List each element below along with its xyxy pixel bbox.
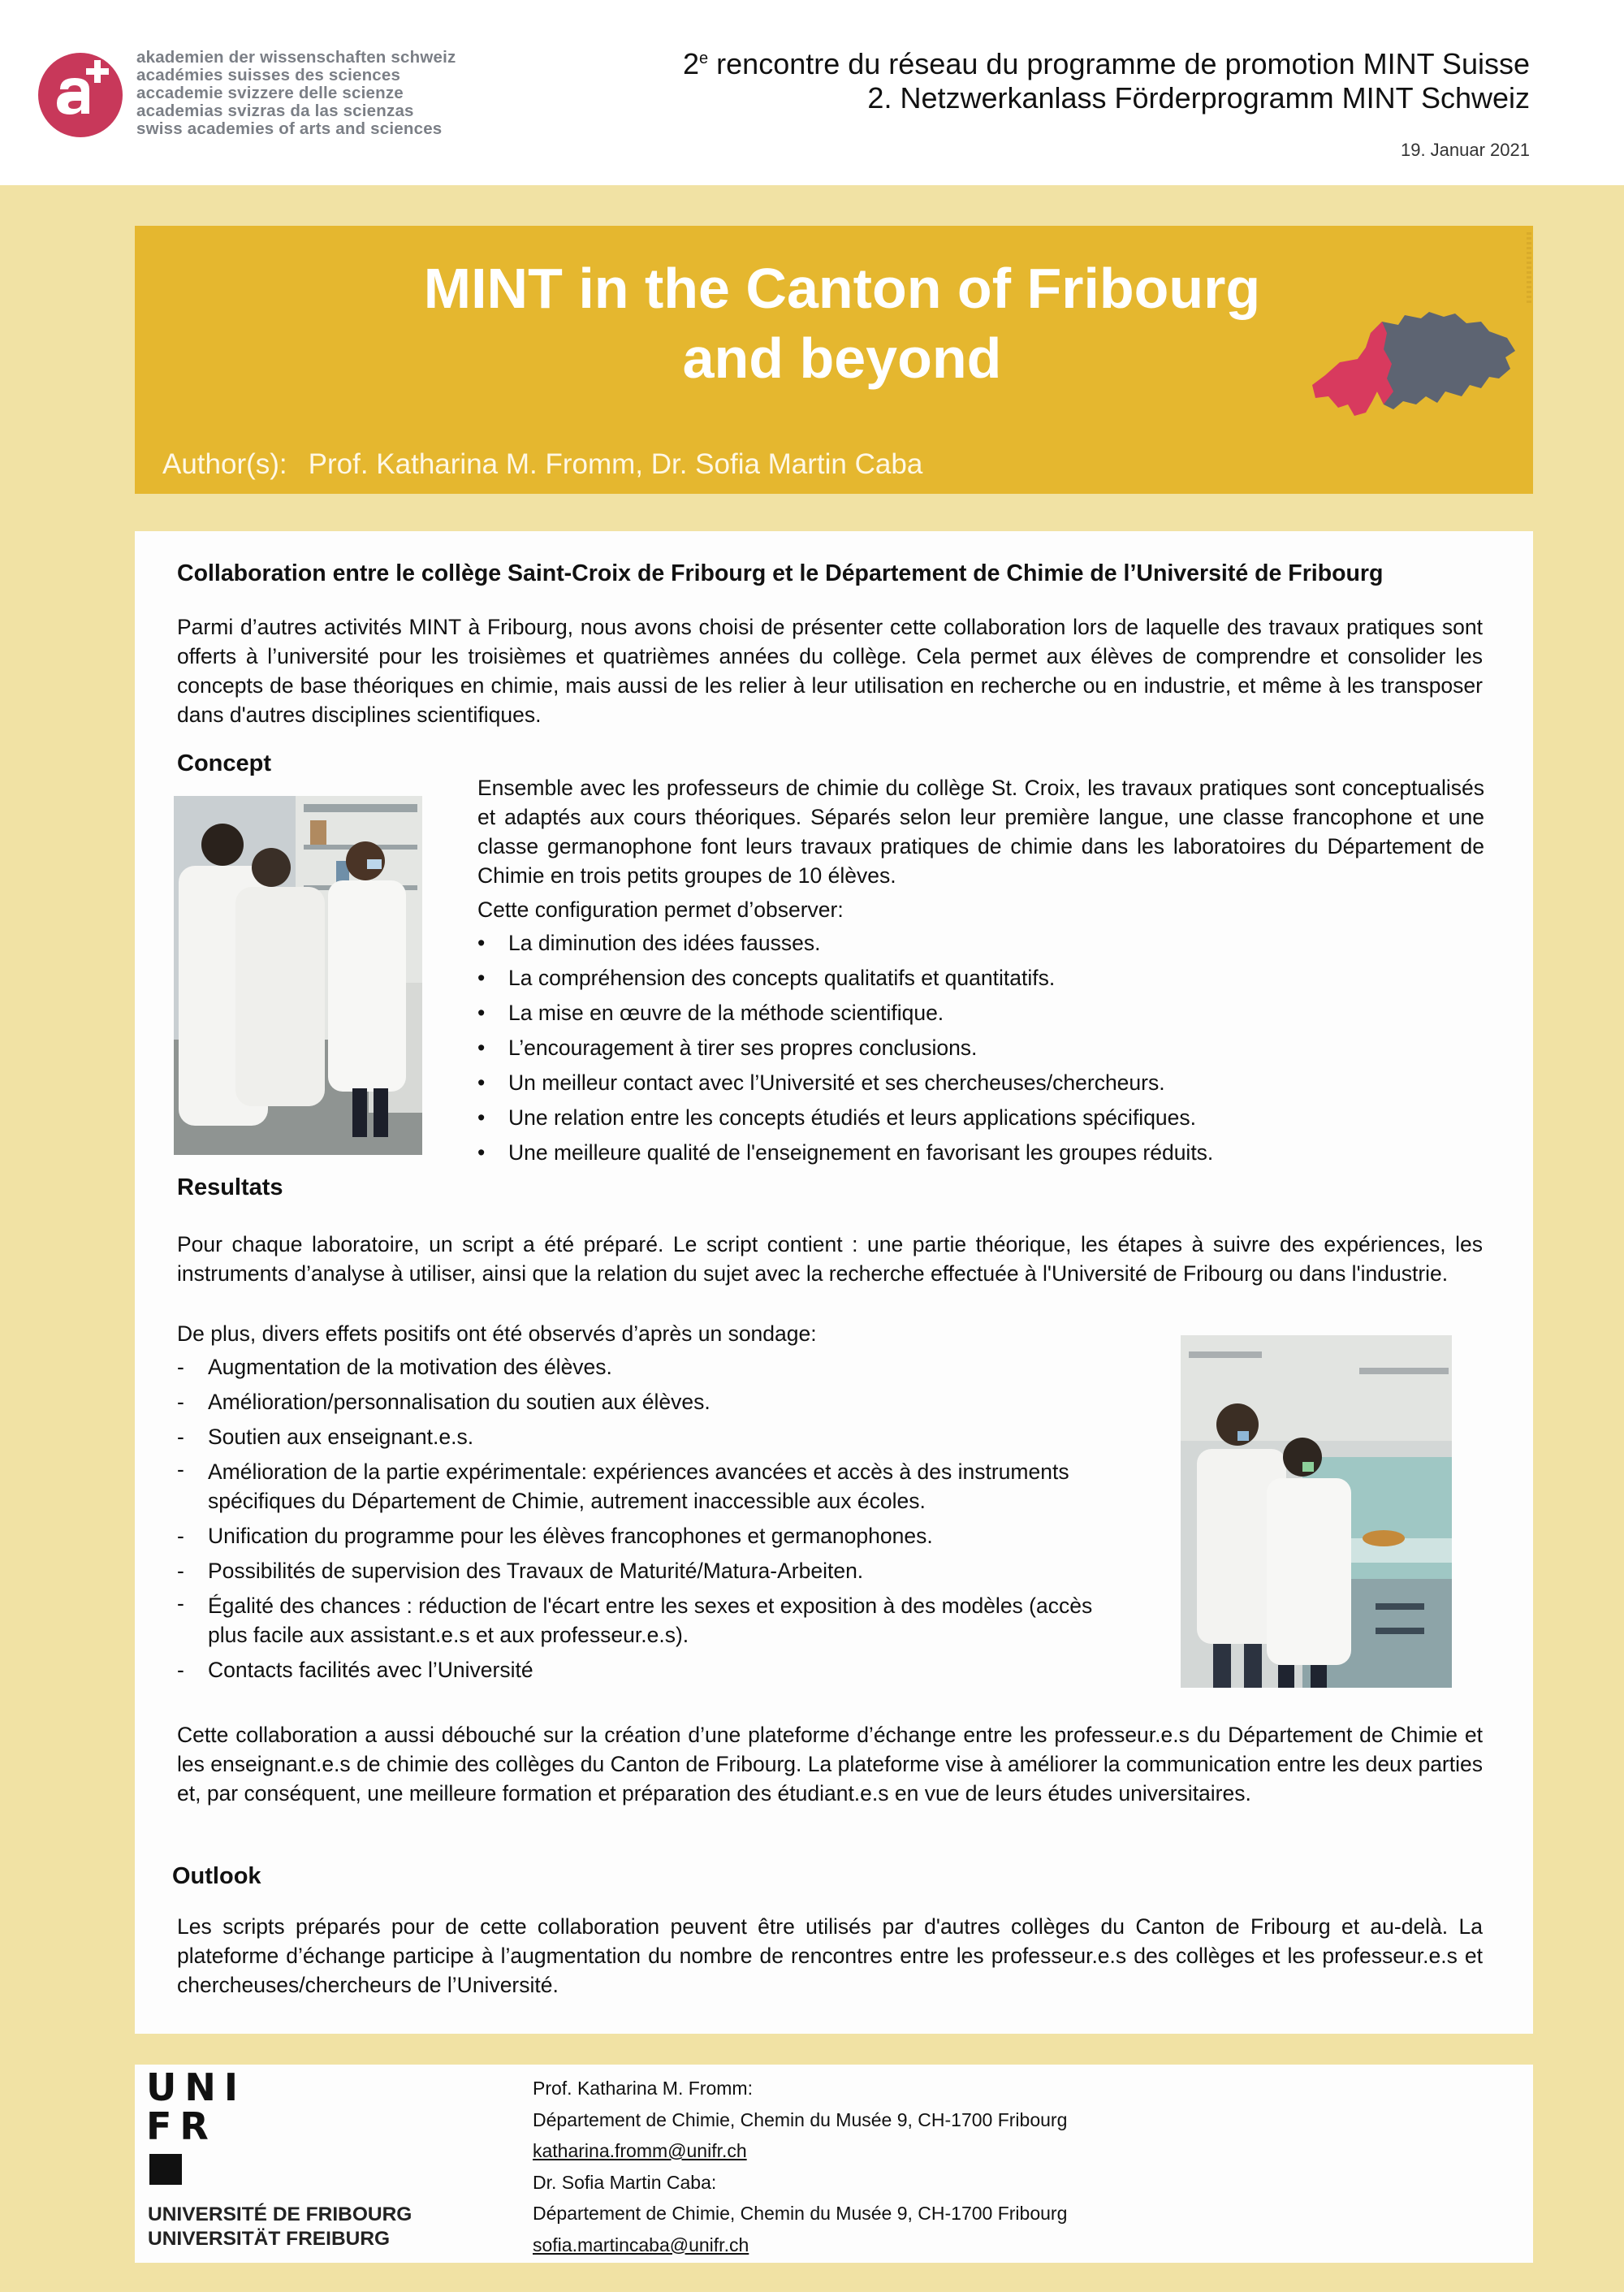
main-content	[135, 531, 1533, 2034]
lab-photo-concept	[174, 796, 422, 1155]
contact-name-2: Dr. Sofia Martin Caba:	[533, 2171, 717, 2193]
poster-title-line2: and beyond	[682, 327, 1002, 390]
list-item: - Amélioration de la partie expérimentale: expériences avancées et accès à des instruments spécifiques du Département de Chimie, autrement inaccessible aux écoles.	[177, 1455, 1111, 1519]
event-title-fr	[683, 47, 1530, 81]
concept-observe-intro: Cette configuration permet d’observer:	[477, 897, 844, 922]
list-item: - Augmentation de la motivation des élèves.	[177, 1350, 1111, 1385]
list-item: • Un meilleur contact avec l’Université et ses chercheuses/chercheurs.	[477, 1066, 1484, 1101]
poster-title-line1: MINT in the Canton of Fribourg	[423, 257, 1261, 320]
university-name-fr: UNIVERSITÉ DE FRIBOURG	[148, 2203, 412, 2225]
academy-name-rm: academias svizras da las scienzas	[136, 102, 414, 120]
academy-name-it: accademie svizzere delle scienze	[136, 84, 404, 102]
event-date: 19. Januar 2021	[1400, 140, 1530, 160]
event-number: 2	[683, 47, 700, 80]
contact-name-1: Prof. Katharina M. Fromm:	[533, 2078, 753, 2099]
list-item: • La compréhension des concepts qualitatifs et quantitatifs.	[477, 961, 1484, 996]
switzerland-map-icon	[1307, 301, 1518, 422]
list-item: - Contacts facilités avec l’Université	[177, 1653, 1111, 1688]
page-footer	[135, 2065, 1533, 2263]
list-item: • Une meilleure qualité de l'enseignement en favorisant les groupes réduits.	[477, 1135, 1484, 1170]
list-item: • Une relation entre les concepts étudiés et leurs applications spécifiques.	[477, 1101, 1484, 1135]
authors-line	[162, 448, 922, 481]
unifr-logo-row2: FR	[146, 2104, 217, 2148]
lab-photo-results	[1181, 1335, 1452, 1688]
results-heading: Resultats	[177, 1174, 283, 1200]
list-item: - Unification du programme pour les élèves francophones et germanophones.	[177, 1519, 1111, 1554]
authors-names: Prof. Katharina M. Fromm, Dr. Sofia Martin Caba	[308, 448, 923, 480]
university-name-de: UNIVERSITÄT FREIBURG	[148, 2228, 391, 2250]
concept-heading: Concept	[177, 750, 271, 776]
academies-logo-icon	[36, 50, 125, 140]
list-item: • L’encouragement à tirer ses propres conclusions.	[477, 1031, 1484, 1066]
contact-block	[533, 2073, 1067, 2260]
page-header	[0, 0, 1624, 185]
results-effects-list	[177, 1350, 1111, 1688]
unifr-logo-row1: UNI	[146, 2065, 246, 2109]
students-in-lab-image	[174, 796, 422, 1155]
outlook-paragraph: Les scripts préparés pour de cette collaboration peuvent être utilisés par d'autres collèges du Canton de Fribourg et au-delà. La plateforme d’échange participe à l’augmentation du nombre de rencontres entre les professeur.e.s des collèges et les professeur.e.s et chercheuses/chercheurs de l’Université.	[177, 1914, 1483, 1997]
event-ordinal: e	[699, 50, 709, 67]
event-title-fr-text: rencontre du réseau du programme de promotion MINT Suisse	[708, 47, 1530, 80]
academy-name-de: akademien der wissenschaften schweiz	[136, 48, 456, 67]
list-item: • La diminution des idées fausses.	[477, 926, 1484, 961]
university-name	[148, 2203, 412, 2251]
contact-email-link-2[interactable]: sofia.martincaba@unifr.ch	[533, 2234, 749, 2255]
unifr-logo	[146, 2065, 246, 2148]
event-title	[683, 47, 1530, 115]
contact-address-2: Département de Chimie, Chemin du Musée 9, CH-1700 Fribourg	[533, 2203, 1068, 2224]
academy-name-en: swiss academies of arts and sciences	[136, 119, 443, 138]
concept-benefits-list	[477, 926, 1484, 1170]
results-survey-intro: De plus, divers effets positifs ont été observés d’après un sondage:	[177, 1321, 817, 1346]
academy-names	[136, 49, 477, 138]
results-paragraph: Pour chaque laboratoire, un script a été préparé. Le script contient : une partie théorique, les étapes à suivre des expériences, les instruments d’analyse à utiliser, ainsi que la relation du sujet avec la recherche effectuée à l'Université de Fribourg ou dans l'industrie.	[177, 1232, 1483, 1286]
outlook-heading: Outlook	[172, 1863, 261, 1889]
list-item: - Amélioration/personnalisation du soutien aux élèves.	[177, 1385, 1111, 1420]
concept-paragraph: Ensemble avec les professeurs de chimie du collège St. Croix, les travaux pratiques sont conceptualisés et adaptés aux cours théoriques. Séparés selon leur première langue, une classe francophone et une classe germanophone font leurs travaux pratiques de chimie dans les laboratoires du Département de Chimie en trois petits groupes de 10 élèves.	[477, 776, 1484, 888]
students-at-fume-hood-image	[1181, 1335, 1452, 1688]
intro-paragraph: Parmi d’autres activités MINT à Fribourg, nous avons choisi de présenter cette collaboration lors de laquelle des travaux pratiques sont offerts à l’université pour les troisièmes et quatrièmes années du collège. Cela permet aux élèves de comprendre et consolider les concepts de base théoriques en chimie, mais aussi de les relier à leur utilisation en recherche ou en industrie, et même à les transposer dans d'autres disciplines scientifiques.	[177, 615, 1483, 727]
platform-paragraph: Cette collaboration a aussi débouché sur la création d’une plateforme d’échange entre les professeur.e.s du Département de Chimie et les enseignant.e.s de chimie des collèges du Canton de Fribourg. La plateforme vise à améliorer la communication entre les deux parties et, par conséquent, une meilleure formation et préparation des étudiant.e.s en vue de leurs études universitaires.	[177, 1723, 1483, 1805]
unifr-logo-square-icon	[149, 2154, 182, 2185]
intro-heading: Collaboration entre le collège Saint-Croix de Fribourg et le Département de Chimie de l’Université de Fribourg	[177, 560, 1384, 586]
contact-address-1: Département de Chimie, Chemin du Musée 9, CH-1700 Fribourg	[533, 2108, 1068, 2130]
title-banner	[135, 226, 1533, 494]
contact-email-link-1[interactable]: katharina.fromm@unifr.ch	[533, 2140, 747, 2161]
list-item: - Soutien aux enseignant.e.s.	[177, 1420, 1111, 1455]
list-item: • La mise en œuvre de la méthode scientifique.	[477, 996, 1484, 1031]
authors-label: Author(s):	[162, 448, 287, 480]
list-item: - Possibilités de supervision des Travaux de Maturité/Matura-Arbeiten.	[177, 1554, 1111, 1589]
list-item: - Égalité des chances : réduction de l'écart entre les sexes et exposition à des modèles (accès plus facile aux assistant.e.s et aux professeur.e.s).	[177, 1589, 1111, 1653]
academy-name-fr: académies suisses des sciences	[136, 66, 401, 84]
event-title-de: 2. Netzwerkanlass Förderprogramm MINT Schweiz	[867, 81, 1530, 115]
